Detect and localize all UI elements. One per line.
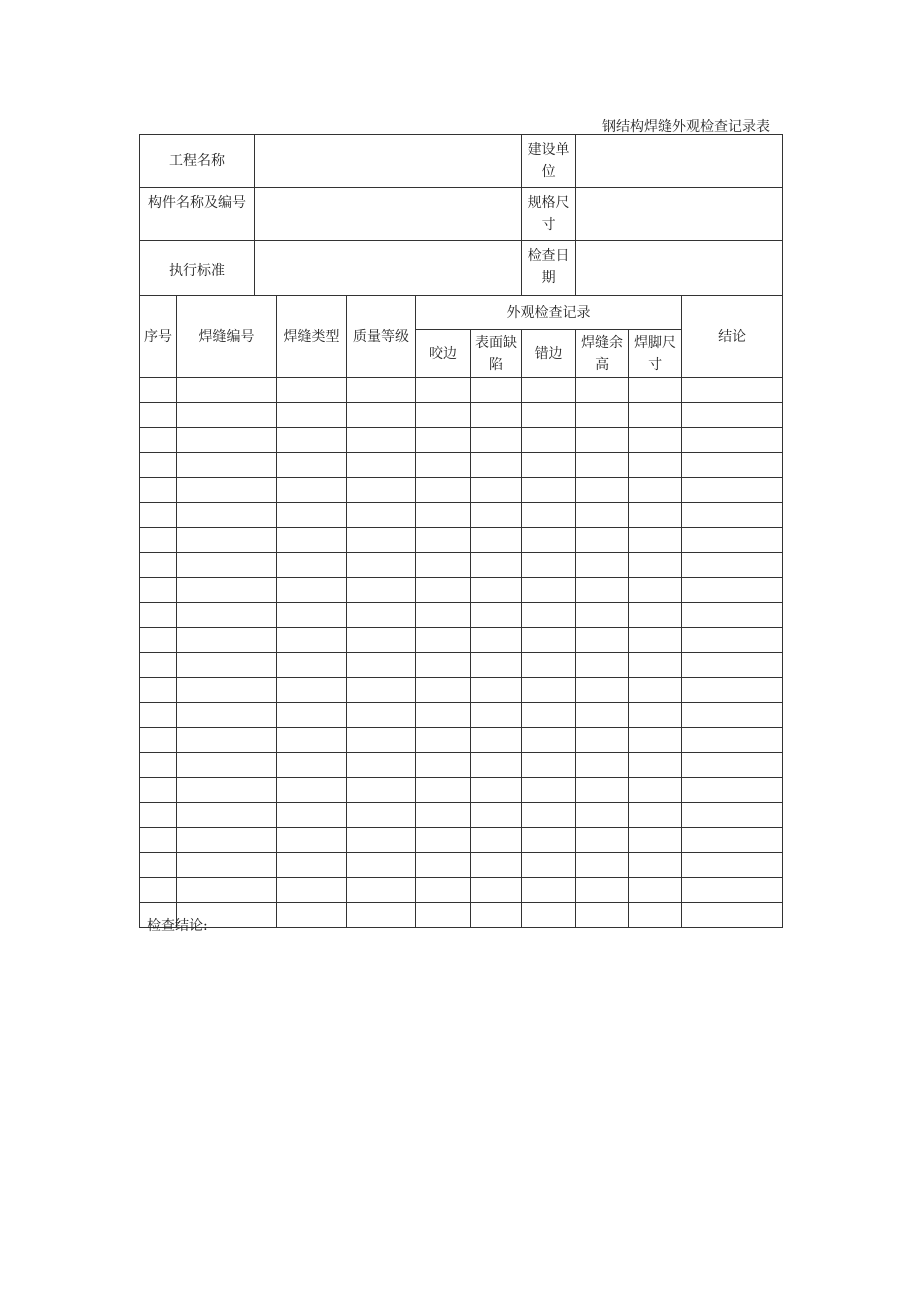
cell-undercut[interactable]: [416, 578, 471, 603]
cell-weld-no[interactable]: [177, 853, 277, 878]
cell-misalignment[interactable]: [522, 878, 576, 903]
cell-surface-defect[interactable]: [471, 453, 522, 478]
cell-undercut[interactable]: [416, 378, 471, 403]
table-row: [140, 553, 783, 578]
cell-undercut[interactable]: [416, 478, 471, 503]
cell-seq[interactable]: [140, 878, 177, 903]
cell-conclusion[interactable]: [682, 453, 783, 478]
cell-weld-type[interactable]: [277, 878, 347, 903]
cell-quality-grade[interactable]: [347, 678, 416, 703]
cell-conclusion[interactable]: [682, 878, 783, 903]
cell-reinforcement[interactable]: [576, 428, 629, 453]
cell-surface-defect[interactable]: [471, 578, 522, 603]
cell-weld-no[interactable]: [177, 428, 277, 453]
cell-undercut[interactable]: [416, 903, 471, 928]
table-row: [140, 728, 783, 753]
cell-leg-size[interactable]: [629, 703, 682, 728]
cell-quality-grade[interactable]: [347, 828, 416, 853]
cell-misalignment[interactable]: [522, 778, 576, 803]
cell-seq[interactable]: [140, 403, 177, 428]
cell-quality-grade[interactable]: [347, 428, 416, 453]
cell-surface-defect[interactable]: [471, 778, 522, 803]
cell-misalignment[interactable]: [522, 853, 576, 878]
cell-weld-no[interactable]: [177, 728, 277, 753]
standard-label: 执行标准: [140, 241, 255, 296]
cell-undercut[interactable]: [416, 878, 471, 903]
cell-undercut[interactable]: [416, 503, 471, 528]
cell-quality-grade[interactable]: [347, 378, 416, 403]
cell-weld-type[interactable]: [277, 903, 347, 928]
cell-quality-grade[interactable]: [347, 703, 416, 728]
cell-undercut[interactable]: [416, 828, 471, 853]
cell-conclusion[interactable]: [682, 828, 783, 853]
inspection-conclusion-label: 检查结论:: [147, 918, 208, 934]
cell-seq[interactable]: [140, 428, 177, 453]
owner-field[interactable]: [576, 135, 783, 188]
spec-field[interactable]: [576, 188, 783, 241]
table-row: [140, 378, 783, 403]
cell-leg-size[interactable]: [629, 803, 682, 828]
owner-label: 建设单位: [522, 135, 576, 188]
cell-weld-no[interactable]: [177, 553, 277, 578]
cell-surface-defect[interactable]: [471, 478, 522, 503]
cell-reinforcement[interactable]: [576, 603, 629, 628]
cell-quality-grade[interactable]: [347, 478, 416, 503]
date-label: 检查日期: [522, 241, 576, 296]
cell-weld-type[interactable]: [277, 853, 347, 878]
cell-seq[interactable]: [140, 603, 177, 628]
cell-leg-size[interactable]: [629, 378, 682, 403]
cell-seq[interactable]: [140, 378, 177, 403]
cell-surface-defect[interactable]: [471, 878, 522, 903]
cell-leg-size[interactable]: [629, 403, 682, 428]
cell-weld-type[interactable]: [277, 478, 347, 503]
cell-reinforcement[interactable]: [576, 778, 629, 803]
cell-conclusion[interactable]: [682, 653, 783, 678]
cell-reinforcement[interactable]: [576, 878, 629, 903]
date-field[interactable]: [576, 241, 783, 296]
cell-weld-no[interactable]: [177, 378, 277, 403]
cell-misalignment[interactable]: [522, 403, 576, 428]
cell-leg-size[interactable]: [629, 478, 682, 503]
cell-weld-type[interactable]: [277, 528, 347, 553]
cell-quality-grade[interactable]: [347, 853, 416, 878]
cell-reinforcement[interactable]: [576, 903, 629, 928]
cell-reinforcement[interactable]: [576, 753, 629, 778]
cell-reinforcement[interactable]: [576, 803, 629, 828]
cell-conclusion[interactable]: [682, 503, 783, 528]
cell-surface-defect[interactable]: [471, 553, 522, 578]
cell-misalignment[interactable]: [522, 728, 576, 753]
cell-weld-no[interactable]: [177, 653, 277, 678]
cell-quality-grade[interactable]: [347, 578, 416, 603]
cell-reinforcement[interactable]: [576, 378, 629, 403]
info-row-component: [140, 188, 783, 241]
cell-surface-defect[interactable]: [471, 628, 522, 653]
cell-undercut[interactable]: [416, 778, 471, 803]
cell-seq[interactable]: [140, 653, 177, 678]
cell-quality-grade[interactable]: [347, 778, 416, 803]
cell-quality-grade[interactable]: [347, 453, 416, 478]
table-row: [140, 428, 783, 453]
table-row: [140, 678, 783, 703]
cell-weld-no[interactable]: [177, 453, 277, 478]
col-header-leg-size: 焊脚尺寸: [629, 330, 682, 378]
cell-quality-grade[interactable]: [347, 528, 416, 553]
table-row: [140, 903, 783, 928]
weld-inspection-table: [139, 134, 783, 928]
cell-weld-type[interactable]: [277, 428, 347, 453]
cell-weld-no[interactable]: [177, 878, 277, 903]
cell-reinforcement[interactable]: [576, 453, 629, 478]
cell-misalignment[interactable]: [522, 603, 576, 628]
cell-surface-defect[interactable]: [471, 853, 522, 878]
cell-surface-defect[interactable]: [471, 703, 522, 728]
cell-conclusion[interactable]: [682, 678, 783, 703]
table-row: [140, 653, 783, 678]
cell-undercut[interactable]: [416, 628, 471, 653]
cell-conclusion[interactable]: [682, 403, 783, 428]
cell-weld-type[interactable]: [277, 828, 347, 853]
cell-reinforcement[interactable]: [576, 853, 629, 878]
table-row: [140, 753, 783, 778]
cell-surface-defect[interactable]: [471, 653, 522, 678]
cell-undercut[interactable]: [416, 603, 471, 628]
cell-weld-type[interactable]: [277, 378, 347, 403]
cell-misalignment[interactable]: [522, 653, 576, 678]
cell-undercut[interactable]: [416, 853, 471, 878]
cell-weld-no[interactable]: [177, 478, 277, 503]
document-title: 钢结构焊缝外观检查记录表: [602, 119, 770, 135]
table-row: [140, 528, 783, 553]
cell-weld-type[interactable]: [277, 653, 347, 678]
cell-surface-defect[interactable]: [471, 503, 522, 528]
table-row: [140, 453, 783, 478]
cell-leg-size[interactable]: [629, 503, 682, 528]
cell-conclusion[interactable]: [682, 628, 783, 653]
cell-conclusion[interactable]: [682, 728, 783, 753]
cell-reinforcement[interactable]: [576, 703, 629, 728]
cell-conclusion[interactable]: [682, 428, 783, 453]
cell-weld-no[interactable]: [177, 628, 277, 653]
col-header-visual-group: 外观检查记录: [416, 296, 682, 330]
cell-misalignment[interactable]: [522, 703, 576, 728]
cell-conclusion[interactable]: [682, 803, 783, 828]
info-row-standard: [140, 241, 783, 296]
col-header-weld-type: 焊缝类型: [277, 296, 347, 378]
component-field[interactable]: [255, 188, 522, 241]
cell-seq[interactable]: [140, 578, 177, 603]
cell-leg-size[interactable]: [629, 628, 682, 653]
cell-conclusion[interactable]: [682, 578, 783, 603]
cell-leg-size[interactable]: [629, 828, 682, 853]
cell-quality-grade[interactable]: [347, 603, 416, 628]
cell-seq[interactable]: [140, 503, 177, 528]
cell-surface-defect[interactable]: [471, 903, 522, 928]
cell-conclusion[interactable]: [682, 853, 783, 878]
cell-surface-defect[interactable]: [471, 403, 522, 428]
cell-leg-size[interactable]: [629, 878, 682, 903]
cell-weld-no[interactable]: [177, 403, 277, 428]
cell-weld-no[interactable]: [177, 603, 277, 628]
cell-weld-type[interactable]: [277, 678, 347, 703]
cell-weld-type[interactable]: [277, 578, 347, 603]
cell-quality-grade[interactable]: [347, 503, 416, 528]
cell-quality-grade[interactable]: [347, 728, 416, 753]
cell-seq[interactable]: [140, 728, 177, 753]
cell-surface-defect[interactable]: [471, 803, 522, 828]
cell-surface-defect[interactable]: [471, 828, 522, 853]
cell-leg-size[interactable]: [629, 578, 682, 603]
cell-leg-size[interactable]: [629, 678, 682, 703]
cell-misalignment[interactable]: [522, 528, 576, 553]
cell-undercut[interactable]: [416, 728, 471, 753]
cell-conclusion[interactable]: [682, 753, 783, 778]
cell-leg-size[interactable]: [629, 753, 682, 778]
cell-misalignment[interactable]: [522, 678, 576, 703]
table-row: [140, 703, 783, 728]
cell-undercut[interactable]: [416, 553, 471, 578]
col-header-quality-grade: 质量等级: [347, 296, 416, 378]
table-row: [140, 603, 783, 628]
cell-reinforcement[interactable]: [576, 403, 629, 428]
cell-weld-type[interactable]: [277, 553, 347, 578]
cell-undercut[interactable]: [416, 428, 471, 453]
cell-surface-defect[interactable]: [471, 753, 522, 778]
cell-misalignment[interactable]: [522, 803, 576, 828]
col-header-surface-defect: 表面缺陷: [471, 330, 522, 378]
cell-undercut[interactable]: [416, 803, 471, 828]
cell-conclusion[interactable]: [682, 703, 783, 728]
cell-weld-type[interactable]: [277, 753, 347, 778]
cell-weld-no[interactable]: [177, 828, 277, 853]
cell-weld-type[interactable]: [277, 403, 347, 428]
cell-quality-grade[interactable]: [347, 878, 416, 903]
cell-seq[interactable]: [140, 528, 177, 553]
cell-reinforcement[interactable]: [576, 478, 629, 503]
cell-seq[interactable]: [140, 678, 177, 703]
cell-misalignment[interactable]: [522, 903, 576, 928]
col-header-weld-no: 焊缝编号: [177, 296, 277, 378]
cell-misalignment[interactable]: [522, 428, 576, 453]
cell-undercut[interactable]: [416, 453, 471, 478]
cell-misalignment[interactable]: [522, 753, 576, 778]
cell-reinforcement[interactable]: [576, 828, 629, 853]
table-row: [140, 878, 783, 903]
col-header-undercut: 咬边: [416, 330, 471, 378]
cell-conclusion[interactable]: [682, 903, 783, 928]
cell-seq[interactable]: [140, 478, 177, 503]
cell-leg-size[interactable]: [629, 453, 682, 478]
table-row: [140, 503, 783, 528]
cell-leg-size[interactable]: [629, 603, 682, 628]
table-row: [140, 778, 783, 803]
table-row: [140, 803, 783, 828]
component-label: 构件名称及编号: [140, 188, 255, 241]
cell-weld-type[interactable]: [277, 803, 347, 828]
cell-surface-defect[interactable]: [471, 528, 522, 553]
col-header-seq: 序号: [140, 296, 177, 378]
cell-weld-no[interactable]: [177, 703, 277, 728]
cell-weld-type[interactable]: [277, 603, 347, 628]
table-row: [140, 853, 783, 878]
cell-quality-grade[interactable]: [347, 403, 416, 428]
cell-reinforcement[interactable]: [576, 528, 629, 553]
cell-seq[interactable]: [140, 628, 177, 653]
cell-weld-type[interactable]: [277, 503, 347, 528]
cell-reinforcement[interactable]: [576, 678, 629, 703]
cell-weld-no[interactable]: [177, 528, 277, 553]
cell-reinforcement[interactable]: [576, 553, 629, 578]
cell-undercut[interactable]: [416, 703, 471, 728]
cell-reinforcement[interactable]: [576, 728, 629, 753]
cell-leg-size[interactable]: [629, 853, 682, 878]
cell-misalignment[interactable]: [522, 503, 576, 528]
cell-undercut[interactable]: [416, 753, 471, 778]
cell-leg-size[interactable]: [629, 528, 682, 553]
cell-surface-defect[interactable]: [471, 603, 522, 628]
cell-reinforcement[interactable]: [576, 503, 629, 528]
cell-conclusion[interactable]: [682, 378, 783, 403]
cell-misalignment[interactable]: [522, 553, 576, 578]
cell-conclusion[interactable]: [682, 778, 783, 803]
cell-leg-size[interactable]: [629, 778, 682, 803]
cell-reinforcement[interactable]: [576, 653, 629, 678]
cell-leg-size[interactable]: [629, 553, 682, 578]
cell-reinforcement[interactable]: [576, 628, 629, 653]
cell-undercut[interactable]: [416, 528, 471, 553]
table-row: [140, 478, 783, 503]
project-name-field[interactable]: [255, 135, 522, 188]
cell-conclusion[interactable]: [682, 553, 783, 578]
cell-leg-size[interactable]: [629, 903, 682, 928]
cell-surface-defect[interactable]: [471, 378, 522, 403]
cell-weld-type[interactable]: [277, 453, 347, 478]
cell-weld-type[interactable]: [277, 778, 347, 803]
cell-weld-type[interactable]: [277, 703, 347, 728]
cell-undercut[interactable]: [416, 678, 471, 703]
cell-weld-no[interactable]: [177, 753, 277, 778]
cell-misalignment[interactable]: [522, 378, 576, 403]
project-name-label: 工程名称: [140, 135, 255, 188]
standard-field[interactable]: [255, 241, 522, 296]
cell-leg-size[interactable]: [629, 653, 682, 678]
cell-quality-grade[interactable]: [347, 653, 416, 678]
cell-conclusion[interactable]: [682, 528, 783, 553]
cell-seq[interactable]: [140, 753, 177, 778]
cell-seq[interactable]: [140, 453, 177, 478]
info-row-project: [140, 135, 783, 188]
header-row-1: [140, 296, 783, 330]
cell-conclusion[interactable]: [682, 603, 783, 628]
col-header-misalignment: 错边: [522, 330, 576, 378]
cell-misalignment[interactable]: [522, 478, 576, 503]
cell-weld-type[interactable]: [277, 628, 347, 653]
cell-weld-no[interactable]: [177, 803, 277, 828]
cell-misalignment[interactable]: [522, 628, 576, 653]
cell-seq[interactable]: [140, 703, 177, 728]
cell-seq[interactable]: [140, 778, 177, 803]
cell-misalignment[interactable]: [522, 453, 576, 478]
cell-conclusion[interactable]: [682, 478, 783, 503]
cell-seq[interactable]: [140, 803, 177, 828]
table-row: [140, 828, 783, 853]
cell-surface-defect[interactable]: [471, 428, 522, 453]
cell-quality-grade[interactable]: [347, 553, 416, 578]
cell-misalignment[interactable]: [522, 828, 576, 853]
cell-quality-grade[interactable]: [347, 628, 416, 653]
cell-surface-defect[interactable]: [471, 678, 522, 703]
table-row: [140, 628, 783, 653]
cell-undercut[interactable]: [416, 403, 471, 428]
table-row: [140, 403, 783, 428]
cell-undercut[interactable]: [416, 653, 471, 678]
cell-quality-grade[interactable]: [347, 753, 416, 778]
col-header-reinforcement: 焊缝余高: [576, 330, 629, 378]
cell-reinforcement[interactable]: [576, 578, 629, 603]
cell-weld-no[interactable]: [177, 503, 277, 528]
cell-weld-no[interactable]: [177, 578, 277, 603]
cell-seq[interactable]: [140, 553, 177, 578]
cell-weld-type[interactable]: [277, 728, 347, 753]
cell-seq[interactable]: [140, 853, 177, 878]
col-header-conclusion: 结论: [682, 296, 783, 378]
cell-quality-grade[interactable]: [347, 903, 416, 928]
cell-misalignment[interactable]: [522, 578, 576, 603]
table-row: [140, 578, 783, 603]
cell-weld-no[interactable]: [177, 778, 277, 803]
cell-leg-size[interactable]: [629, 728, 682, 753]
cell-quality-grade[interactable]: [347, 803, 416, 828]
cell-seq[interactable]: [140, 828, 177, 853]
cell-leg-size[interactable]: [629, 428, 682, 453]
spec-label: 规格尺寸: [522, 188, 576, 241]
cell-surface-defect[interactable]: [471, 728, 522, 753]
cell-weld-no[interactable]: [177, 678, 277, 703]
